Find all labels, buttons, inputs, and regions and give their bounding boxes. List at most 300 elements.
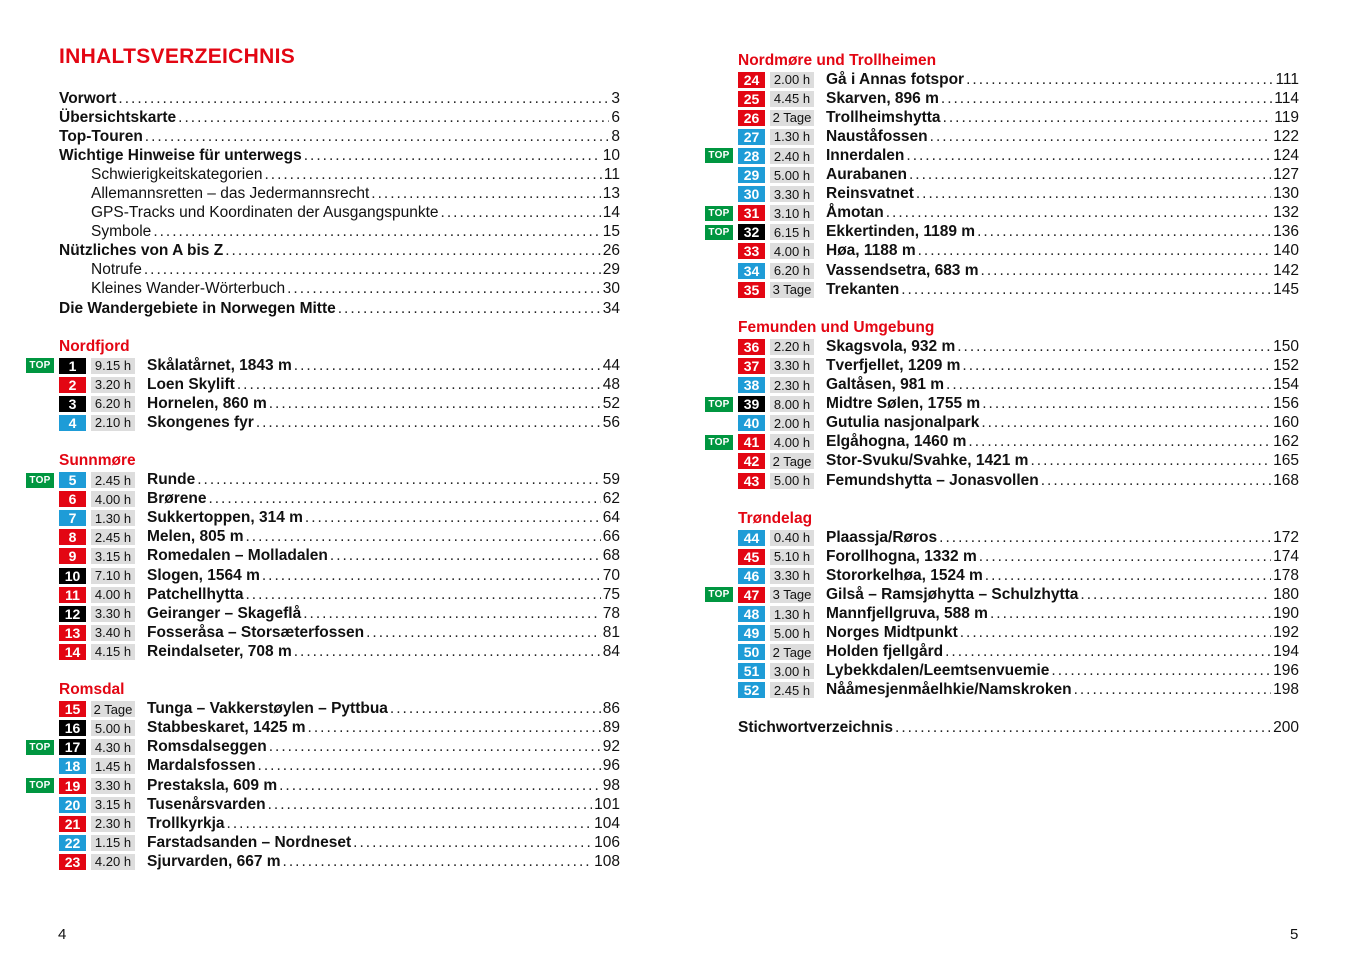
leader-dots (918, 242, 1272, 260)
tour-duration: 4.00 h (91, 491, 135, 507)
tour-number-badge: 2 (59, 377, 86, 393)
leader-dots (208, 490, 600, 508)
tour-page: 70 (602, 566, 620, 584)
tour-entry[interactable] (738, 356, 1299, 375)
tour-entry[interactable] (738, 452, 1299, 471)
toc-entry[interactable] (59, 261, 620, 280)
toc-entry[interactable] (59, 108, 620, 127)
tour-number-badge: 12 (59, 606, 86, 622)
leader-dots (901, 281, 1271, 299)
tour-number-badge: 4 (59, 415, 86, 431)
tour-number-badge: 35 (738, 282, 765, 298)
tour-number-badge: 5 (59, 472, 86, 488)
tour-entry[interactable] (738, 70, 1299, 89)
leader-dots (262, 567, 601, 585)
toc-entry[interactable] (59, 184, 620, 203)
tour-page: 106 (594, 833, 620, 851)
top-badge: TOP (705, 587, 733, 602)
tour-page: 124 (1273, 147, 1299, 165)
tour-entry[interactable] (59, 719, 620, 738)
tour-title: Aurabanen (826, 166, 907, 184)
tour-entry[interactable] (708, 433, 1299, 452)
toc-entry-page: 15 (602, 223, 620, 241)
tour-duration: 6.20 h (91, 396, 135, 412)
tour-page: 114 (1274, 89, 1299, 107)
tour-entry[interactable] (738, 261, 1299, 280)
front-matter-list (59, 89, 620, 318)
tour-entry[interactable] (738, 166, 1299, 185)
region-section (29, 451, 620, 661)
tour-duration: 4.30 h (91, 739, 135, 755)
tour-entry[interactable] (738, 566, 1299, 585)
page-number-right: 5 (1290, 926, 1299, 943)
tour-title: Prestaksla, 609 m (147, 776, 278, 794)
tour-title: Mardalsfossen (147, 757, 256, 775)
leader-dots (227, 815, 593, 833)
tour-entry[interactable] (59, 623, 620, 642)
region-heading: Trøndelag (738, 509, 813, 527)
tour-page: 64 (602, 509, 620, 527)
tour-entry[interactable] (738, 605, 1299, 624)
leader-dots (962, 357, 1271, 375)
tour-entry[interactable] (708, 395, 1299, 414)
tour-title: Skongenes fyr (147, 413, 254, 431)
tour-page: 86 (602, 700, 620, 718)
tour-title: Skarven, 896 m (826, 89, 939, 107)
tour-duration: 1.15 h (91, 835, 135, 851)
tour-page: 127 (1273, 166, 1299, 184)
leader-dots (946, 376, 1271, 394)
leader-dots (441, 204, 601, 222)
tour-page: 145 (1273, 280, 1299, 298)
tour-duration: 2.00 h (770, 72, 814, 88)
tour-entry[interactable] (59, 700, 620, 719)
tour-title: Romedalen – Molladalen (147, 547, 328, 565)
leader-dots (264, 166, 601, 184)
region-section (708, 51, 1299, 299)
toc-entry[interactable] (59, 223, 620, 242)
tour-entry[interactable] (29, 356, 620, 375)
leader-dots (308, 719, 601, 737)
tour-entry[interactable] (59, 604, 620, 623)
tour-page: 162 (1273, 433, 1299, 451)
index-entry[interactable] (738, 718, 1299, 737)
tour-page: 68 (602, 547, 620, 565)
leader-dots (303, 605, 601, 623)
tour-entry[interactable] (59, 375, 620, 394)
leader-dots (941, 90, 1272, 108)
leader-dots (906, 147, 1271, 165)
tour-page: 168 (1273, 471, 1299, 489)
region-heading: Nordfjord (59, 337, 130, 355)
tour-duration: 1.30 h (770, 606, 814, 622)
tour-title: Trekanten (826, 280, 900, 298)
tour-duration: 8.00 h (770, 396, 814, 412)
tour-number-badge: 6 (59, 491, 86, 507)
tour-page: 150 (1273, 337, 1299, 355)
tour-duration: 6.15 h (770, 224, 814, 240)
toc-entry-label: Schwierigkeitskategorien (91, 165, 263, 183)
leader-dots (886, 204, 1271, 222)
tour-number-badge: 23 (59, 854, 86, 870)
leader-dots (930, 128, 1271, 146)
tour-duration: 2.30 h (770, 377, 814, 393)
tour-entry[interactable] (738, 108, 1299, 127)
tour-title: Slogen, 1564 m (147, 566, 260, 584)
tour-entry[interactable] (738, 528, 1299, 547)
tour-entry[interactable] (708, 146, 1299, 165)
tour-number-badge: 7 (59, 510, 86, 526)
toc-entry-label: Kleines Wander-Wörterbuch (91, 280, 286, 298)
region-heading: Sunnmøre (59, 452, 136, 470)
tour-entry[interactable] (59, 547, 620, 566)
toc-entry-page: 26 (602, 242, 620, 260)
tour-title: Nauståfossen (826, 127, 928, 145)
tour-entry[interactable] (29, 471, 620, 490)
leader-dots (966, 71, 1273, 89)
tour-number-badge: 26 (738, 110, 765, 126)
toc-entry[interactable] (59, 299, 620, 318)
tour-duration: 4.45 h (770, 91, 814, 107)
tour-number-badge: 15 (59, 701, 86, 717)
tour-title: Tunga – Vakkerstøylen – Pyttbua (147, 700, 388, 718)
tour-title: Trollkyrkja (147, 814, 225, 832)
tour-duration: 3.30 h (91, 606, 135, 622)
tour-page: 132 (1273, 204, 1299, 222)
tour-number-badge: 33 (738, 243, 765, 259)
toc-entry[interactable] (59, 204, 620, 223)
tour-number-badge: 10 (59, 568, 86, 584)
leader-dots (957, 338, 1271, 356)
tour-entry[interactable] (59, 642, 620, 661)
leader-dots (269, 395, 601, 413)
tour-entry[interactable] (708, 585, 1299, 604)
tour-page: 66 (602, 528, 620, 546)
top-badge: TOP (26, 358, 54, 373)
left-regions (29, 337, 620, 890)
tour-entry[interactable] (708, 223, 1299, 242)
tour-page: 119 (1274, 108, 1299, 126)
tour-number-badge: 14 (59, 644, 86, 660)
toc-entry[interactable] (59, 127, 620, 146)
tour-entry[interactable] (59, 394, 620, 413)
tour-entry[interactable] (738, 471, 1299, 490)
tour-title: Melen, 805 m (147, 528, 244, 546)
tour-page: 140 (1273, 242, 1299, 260)
tour-entry[interactable] (738, 280, 1299, 299)
toc-entry-page: 6 (611, 108, 620, 126)
region-heading: Femunden und Umgebung (738, 318, 935, 336)
leader-dots (294, 643, 601, 661)
toc-entry-page: 30 (602, 280, 620, 298)
tour-duration: 2 Tage (91, 701, 135, 717)
tour-duration: 4.00 h (91, 587, 135, 603)
tour-title: Nååmesjenmåelhkie/Namskroken (826, 681, 1072, 699)
tour-entry[interactable] (738, 643, 1299, 662)
tour-entry[interactable] (59, 795, 620, 814)
tour-entry[interactable] (738, 547, 1299, 566)
tour-title: Norges Midtpunkt (826, 624, 958, 642)
tour-duration: 2.45 h (770, 682, 814, 698)
tour-number-badge: 25 (738, 91, 765, 107)
leader-dots (390, 700, 601, 718)
tour-title: Høa, 1188 m (826, 242, 916, 260)
tour-duration: 3.30 h (770, 358, 814, 374)
tour-number-badge: 46 (738, 568, 765, 584)
tour-number-badge: 38 (738, 377, 765, 393)
region-heading: Nordmøre und Trollheimen (738, 51, 937, 69)
tour-entry[interactable] (738, 337, 1299, 356)
tour-number-badge: 1 (59, 358, 86, 374)
tour-number-badge: 49 (738, 625, 765, 641)
tour-entry[interactable] (59, 413, 620, 432)
leader-dots (153, 223, 600, 241)
tour-page: 62 (602, 490, 620, 508)
leader-dots (1030, 452, 1271, 470)
tour-page: 160 (1273, 414, 1299, 432)
tour-duration: 3.20 h (91, 377, 135, 393)
tour-number-badge: 8 (59, 529, 86, 545)
leader-dots (178, 109, 609, 127)
tour-page: 154 (1273, 376, 1299, 394)
tour-entry[interactable] (738, 127, 1299, 146)
tour-entry[interactable] (59, 566, 620, 585)
toc-entry-label: GPS-Tracks und Koordinaten der Ausgangspunkte (91, 204, 439, 222)
tour-entry[interactable] (738, 681, 1299, 700)
tour-number-badge: 3 (59, 396, 86, 412)
toc-entry-label: Übersichtskarte (59, 108, 177, 126)
tour-number-badge: 50 (738, 644, 765, 660)
tour-duration: 9.15 h (91, 358, 135, 374)
leader-dots (1051, 662, 1271, 680)
toc-entry[interactable] (59, 89, 620, 108)
tour-page: 104 (594, 814, 620, 832)
tour-duration: 3.40 h (91, 625, 135, 641)
tour-title: Romsdalseggen (147, 738, 267, 756)
tour-number-badge: 41 (738, 434, 765, 450)
tour-title: Sjurvarden, 667 m (147, 852, 281, 870)
right-page (680, 0, 1359, 969)
tour-duration: 3.15 h (91, 797, 135, 813)
toc-entry[interactable] (59, 280, 620, 299)
tour-number-badge: 9 (59, 548, 86, 564)
tour-number-badge: 30 (738, 186, 765, 202)
tour-title: Lybekkdalen/Leemtsenvuemie (826, 662, 1050, 680)
toc-entry[interactable] (59, 146, 620, 165)
tour-duration: 3.10 h (770, 205, 814, 221)
leader-dots (225, 242, 601, 260)
leader-dots (246, 528, 601, 546)
tour-entry[interactable] (708, 204, 1299, 223)
tour-number-badge: 40 (738, 415, 765, 431)
toc-entry[interactable] (59, 242, 620, 261)
tour-entry[interactable] (59, 509, 620, 528)
tour-title: Plaassja/Røros (826, 528, 938, 546)
leader-dots (979, 548, 1271, 566)
toc-entry-label: Die Wandergebiete in Norwegen Mitte (59, 299, 336, 317)
leader-dots (895, 719, 1271, 737)
tour-duration: 3.30 h (770, 186, 814, 202)
leader-dots (981, 414, 1271, 432)
top-badge: TOP (705, 225, 733, 240)
tour-title: Elgåhogna, 1460 m (826, 433, 967, 451)
tour-page: 198 (1273, 681, 1299, 699)
leader-dots (268, 796, 593, 814)
tour-duration: 2.45 h (91, 529, 135, 545)
toc-entry-page: 29 (602, 261, 620, 279)
leader-dots (981, 262, 1272, 280)
tour-title: Midtre Sølen, 1755 m (826, 395, 981, 413)
tour-entry[interactable] (29, 738, 620, 757)
tour-entry[interactable] (738, 376, 1299, 395)
toc-entry[interactable] (59, 165, 620, 184)
region-heading: Romsdal (59, 681, 125, 699)
leader-dots (305, 509, 601, 527)
leader-dots (960, 624, 1271, 642)
tour-entry[interactable] (738, 185, 1299, 204)
tour-duration: 5.10 h (770, 549, 814, 565)
tour-page: 130 (1273, 185, 1299, 203)
tour-duration: 5.00 h (770, 473, 814, 489)
tour-number-badge: 28 (738, 148, 765, 164)
tour-page: 92 (602, 738, 620, 756)
leader-dots (330, 547, 601, 565)
toc-entry-page: 11 (603, 165, 620, 183)
tour-number-badge: 43 (738, 473, 765, 489)
tour-page: 96 (602, 757, 620, 775)
tour-page: 84 (602, 642, 620, 660)
tour-number-badge: 44 (738, 530, 765, 546)
tour-entry[interactable] (738, 89, 1299, 108)
tour-title: Tverfjellet, 1209 m (826, 356, 961, 374)
tour-entry[interactable] (738, 414, 1299, 433)
tour-page: 59 (602, 471, 620, 489)
tour-duration: 2 Tage (770, 110, 814, 126)
toc-entry-label: Notrufe (91, 261, 142, 279)
tour-entry[interactable] (59, 757, 620, 776)
tour-duration: 2 Tage (770, 453, 814, 469)
top-badge: TOP (705, 435, 733, 450)
tour-page: 101 (594, 795, 620, 813)
toc-entry-label: Vorwort (59, 89, 117, 107)
tour-title: Ekkertinden, 1189 m (826, 223, 976, 241)
tour-page: 174 (1273, 547, 1299, 565)
page-number-left: 4 (58, 926, 67, 943)
tour-title: Stor-Svuku/Svahke, 1421 m (826, 452, 1029, 470)
tour-title: Gilså – Ramsjøhytta – Schulzhytta (826, 585, 1079, 603)
leader-dots (1041, 472, 1271, 490)
region-section (708, 318, 1299, 490)
tour-entry[interactable] (738, 242, 1299, 261)
top-badge: TOP (705, 206, 733, 221)
tour-number-badge: 17 (59, 739, 86, 755)
tour-entry[interactable] (29, 776, 620, 795)
tour-page: 136 (1273, 223, 1299, 241)
tour-title: Stororkelhøa, 1524 m (826, 566, 983, 584)
tour-duration: 4.00 h (770, 434, 814, 450)
index-entry-page: 200 (1273, 718, 1299, 736)
toc-entry-page: 8 (611, 127, 620, 145)
tour-title: Brørene (147, 490, 207, 508)
tour-page: 122 (1273, 127, 1299, 145)
tour-number-badge: 18 (59, 758, 86, 774)
tour-entry[interactable] (59, 528, 620, 547)
tour-title: Gutulia nasjonalpark (826, 414, 980, 432)
tour-entry[interactable] (738, 624, 1299, 643)
tour-number-badge: 24 (738, 72, 765, 88)
tour-number-badge: 39 (738, 396, 765, 412)
tour-entry[interactable] (59, 833, 620, 852)
tour-entry[interactable] (738, 662, 1299, 681)
tour-duration: 7.10 h (91, 568, 135, 584)
leader-dots (144, 261, 601, 279)
tour-title: Gå i Annas fotspor (826, 70, 965, 88)
tour-title: Runde (147, 471, 196, 489)
tour-page: 142 (1273, 261, 1299, 279)
top-badge: TOP (26, 740, 54, 755)
tour-number-badge: 31 (738, 205, 765, 221)
leader-dots (256, 414, 601, 432)
toc-entry-label: Allemannsretten – das Jedermannsrecht (91, 185, 370, 203)
region-section (29, 681, 620, 872)
leader-dots (304, 147, 601, 165)
toc-entry-page: 14 (602, 204, 620, 222)
tour-title: Holden fjellgård (826, 643, 944, 661)
tour-page: 75 (602, 585, 620, 603)
toc-entry-page: 34 (602, 299, 620, 317)
tour-entry[interactable] (59, 852, 620, 871)
tour-page: 111 (1275, 70, 1299, 88)
leader-dots (283, 853, 593, 871)
tour-number-badge: 47 (738, 587, 765, 603)
top-badge: TOP (705, 148, 733, 163)
tour-title: Vassendsetra, 683 m (826, 261, 979, 279)
leader-dots (258, 757, 601, 775)
right-regions (708, 51, 1299, 719)
index-entry-label: Stichwortverzeichnis (738, 718, 894, 736)
tour-page: 192 (1273, 624, 1299, 642)
leader-dots (118, 90, 609, 108)
tour-page: 196 (1273, 662, 1299, 680)
tour-title: Innerdalen (826, 147, 905, 165)
tour-page: 56 (602, 413, 620, 431)
tour-duration: 2.30 h (91, 816, 135, 832)
tour-number-badge: 20 (59, 797, 86, 813)
tour-entry[interactable] (59, 585, 620, 604)
toc-entry-label: Nützliches von A bis Z (59, 242, 224, 260)
page-title: INHALTSVERZEICHNIS (59, 45, 296, 68)
tour-duration: 2.20 h (770, 339, 814, 355)
tour-title: Geiranger – Skageflå (147, 604, 302, 622)
leader-dots (287, 280, 601, 298)
tour-duration: 6.20 h (770, 263, 814, 279)
tour-page: 156 (1273, 395, 1299, 413)
tour-entry[interactable] (59, 490, 620, 509)
tour-duration: 0.40 h (770, 530, 814, 546)
leader-dots (968, 433, 1271, 451)
leader-dots (977, 223, 1271, 241)
tour-entry[interactable] (59, 814, 620, 833)
leader-dots (982, 395, 1271, 413)
tour-title: Forollhogna, 1332 m (826, 547, 977, 565)
tour-page: 78 (602, 604, 620, 622)
leader-dots (353, 834, 592, 852)
tour-number-badge: 22 (59, 835, 86, 851)
tour-duration: 4.15 h (91, 644, 135, 660)
tour-duration: 3.30 h (770, 568, 814, 584)
tour-title: Sukkertoppen, 314 m (147, 509, 303, 527)
tour-duration: 3 Tage (770, 587, 814, 603)
